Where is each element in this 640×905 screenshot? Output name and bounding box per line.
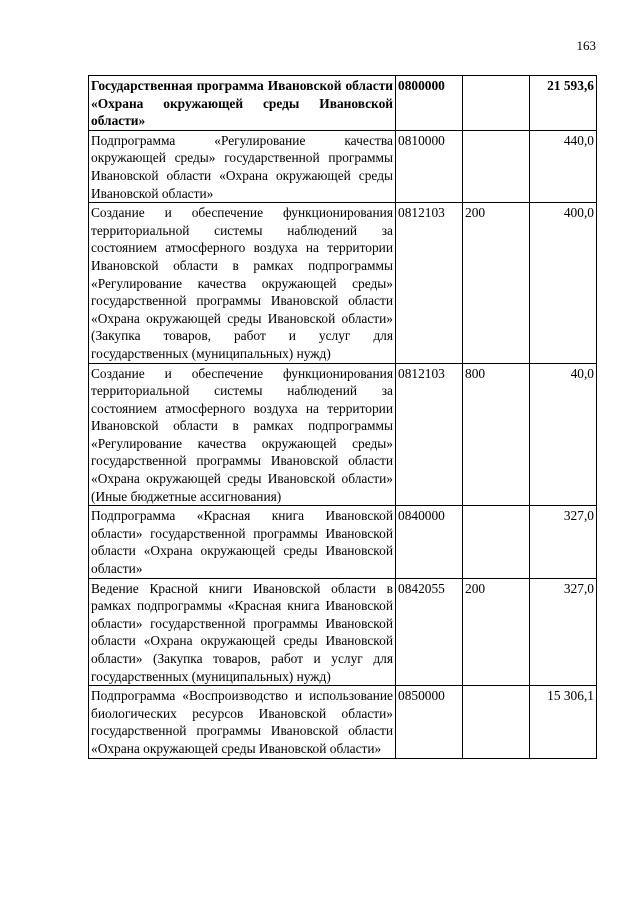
- expense-type-cell: [463, 686, 530, 758]
- expense-type-cell: [463, 130, 530, 202]
- page-number: 163: [576, 38, 596, 53]
- budget-table-body: [89, 76, 597, 759]
- budget-table: [88, 75, 597, 759]
- item-name-cell: Создание и обеспечение функционирования территориальной системы наблюдений за состоянием атмосферного воздуха на территории Ивановской области в рамках подпрограммы «Регулирование качества окружающей среды» государственной программы Ивановской области «Охрана окружающей среды Ивановской области» (Иные бюджетные ассигнования): [89, 363, 396, 506]
- item-name-cell: Создание и обеспечение функционирования территориальной системы наблюдений за состоянием атмосферного воздуха на территории Ивановской области в рамках подпрограммы «Регулирование качества окружающей среды» государственной программы Ивановской области «Охрана окружающей среды Ивановской области» (Закупка товаров, работ и услуг для государственных (муниципальных) нужд): [89, 203, 396, 363]
- target-code-cell: 0812103: [396, 203, 463, 363]
- item-name-cell: Подпрограмма «Воспроизводство и использование биологических ресурсов Ивановской области» государственной программы Ивановской области «Охрана окружающей среды Ивановской области»: [89, 686, 396, 758]
- target-code-cell: 0800000: [396, 76, 463, 131]
- table-row: [89, 686, 597, 758]
- table-row: [89, 363, 597, 506]
- target-code-cell: 0840000: [396, 506, 463, 578]
- item-name-cell: Подпрограмма «Регулирование качества окружающей среды» государственной программы Ивановской области «Охрана окружающей среды Ивановской области»: [89, 130, 396, 202]
- expense-type-cell: [463, 506, 530, 578]
- item-name-cell: Ведение Красной книги Ивановской области в рамках подпрограммы «Красная книга Ивановской области» государственной программы Ивановской области «Охрана окружающей среды Ивановской области» (Закупка товаров, работ и услуг для государственных (муниципальных) нужд): [89, 578, 396, 686]
- amount-cell: 15 306,1: [530, 686, 597, 758]
- table-row: [89, 203, 597, 363]
- target-code-cell: 0842055: [396, 578, 463, 686]
- table-row: [89, 506, 597, 578]
- table-row: [89, 130, 597, 202]
- target-code-cell: 0850000: [396, 686, 463, 758]
- expense-type-cell: [463, 76, 530, 131]
- amount-cell: 40,0: [530, 363, 597, 506]
- amount-cell: 21 593,6: [530, 76, 597, 131]
- expense-type-cell: 200: [463, 203, 530, 363]
- expense-type-cell: 800: [463, 363, 530, 506]
- amount-cell: 440,0: [530, 130, 597, 202]
- amount-cell: 327,0: [530, 578, 597, 686]
- expense-type-cell: 200: [463, 578, 530, 686]
- item-name-cell: Подпрограмма «Красная книга Ивановской области» государственной программы Ивановской области «Охрана окружающей среды Ивановской области»: [89, 506, 396, 578]
- target-code-cell: 0810000: [396, 130, 463, 202]
- amount-cell: 400,0: [530, 203, 597, 363]
- target-code-cell: 0812103: [396, 363, 463, 506]
- amount-cell: 327,0: [530, 506, 597, 578]
- table-row: [89, 76, 597, 131]
- item-name-cell: Государственная программа Ивановской области «Охрана окружающей среды Ивановской области»: [89, 76, 396, 131]
- table-row: [89, 578, 597, 686]
